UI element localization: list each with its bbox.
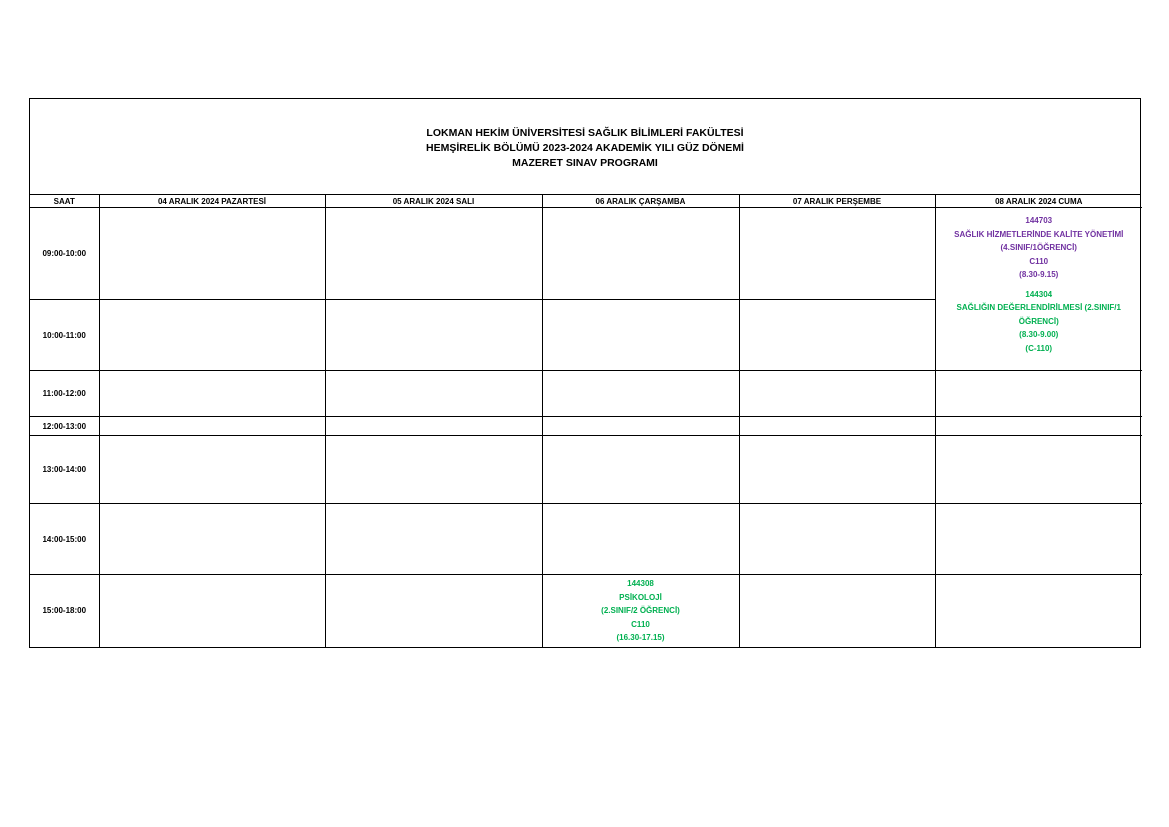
cell-empty xyxy=(99,575,325,647)
exam-time: (8.30-9.00) xyxy=(1019,330,1059,339)
col-header-thursday: 07 ARALIK PERŞEMBE xyxy=(739,195,935,208)
time-slot: 12:00-13:00 xyxy=(30,417,99,436)
cell-empty xyxy=(739,417,935,436)
schedule-table xyxy=(30,195,1142,647)
col-header-wednesday: 06 ARALIK ÇARŞAMBA xyxy=(542,195,739,208)
cell-empty xyxy=(739,504,935,575)
time-slot: 11:00-12:00 xyxy=(30,371,99,417)
cell-empty xyxy=(325,208,542,300)
cell-empty xyxy=(99,436,325,504)
exam-name: SAĞLIK HİZMETLERİNDE KALİTE YÖNETİMİ xyxy=(954,229,1124,239)
cell-empty xyxy=(935,575,1142,647)
exam-name-cont: ÖĞRENCİ) xyxy=(1018,316,1059,326)
col-header-tuesday: 05 ARALIK 2024 SALI xyxy=(325,195,542,208)
cell-empty xyxy=(739,208,935,300)
cell-empty xyxy=(325,417,542,436)
exam-room: C110 xyxy=(1029,256,1049,266)
title-block xyxy=(30,99,1140,195)
table-row xyxy=(30,504,1142,575)
time-slot: 09:00-10:00 xyxy=(30,208,99,300)
cell-empty xyxy=(542,371,739,417)
exam-time: (8.30-9.15) xyxy=(1019,270,1059,279)
exam-room: (C-110) xyxy=(1025,343,1053,353)
table-row xyxy=(30,575,1142,647)
title-department: HEMŞİRELİK BÖLÜMÜ 2023-2024 AKADEMİK YILI GÜZ DÖNEMİ xyxy=(426,142,744,154)
exam-time: (16.30-17.15) xyxy=(616,633,665,642)
title-program: MAZERET SINAV PROGRAMI xyxy=(512,157,658,169)
cell-empty xyxy=(739,371,935,417)
cell-empty xyxy=(99,417,325,436)
exam-name: PSİKOLOJİ xyxy=(619,592,662,602)
time-slot: 10:00-11:00 xyxy=(30,300,99,371)
exam-code: 144308 xyxy=(627,579,654,588)
cell-empty xyxy=(935,417,1142,436)
exam-detail: (2.SINIF/2 ÖĞRENCİ) xyxy=(601,606,680,615)
cell-wednesday-afternoon-exam xyxy=(542,575,739,647)
table-row xyxy=(30,417,1142,436)
exam-code: 144304 xyxy=(1025,289,1053,299)
cell-empty xyxy=(99,371,325,417)
exam-name: SAĞLIĞIN DEĞERLENDİRİLMESİ (2.SINIF/1 xyxy=(956,303,1121,312)
time-slot: 15:00-18:00 xyxy=(30,575,99,647)
exam-entry-kalite xyxy=(936,214,1143,282)
cell-empty xyxy=(739,436,935,504)
cell-empty xyxy=(935,371,1142,417)
cell-empty xyxy=(935,504,1142,575)
exam-detail: (4.SINIF/1ÖĞRENCİ) xyxy=(1000,243,1077,252)
exam-schedule-sheet xyxy=(29,98,1141,648)
cell-empty xyxy=(325,436,542,504)
col-header-friday: 08 ARALIK 2024 CUMA xyxy=(935,195,1142,208)
cell-empty xyxy=(542,436,739,504)
cell-empty xyxy=(325,300,542,371)
title-university: LOKMAN HEKİM ÜNİVERSİTESİ SAĞLIK BİLİMLERİ FAKÜLTESİ xyxy=(426,127,744,139)
cell-empty xyxy=(325,575,542,647)
header-row xyxy=(30,195,1142,208)
cell-empty xyxy=(542,208,739,300)
time-slot: 14:00-15:00 xyxy=(30,504,99,575)
table-row xyxy=(30,436,1142,504)
exam-code: 144703 xyxy=(1025,216,1053,225)
time-slot: 13:00-14:00 xyxy=(30,436,99,504)
cell-empty xyxy=(542,300,739,371)
cell-empty xyxy=(542,504,739,575)
cell-friday-morning-exams xyxy=(935,208,1142,371)
cell-empty xyxy=(739,575,935,647)
cell-empty xyxy=(542,417,739,436)
cell-empty xyxy=(935,436,1142,504)
cell-empty xyxy=(99,504,325,575)
exam-room: C110 xyxy=(631,619,650,629)
exam-entry-saglik-degerlendirme xyxy=(936,288,1143,356)
cell-empty xyxy=(99,208,325,300)
cell-empty xyxy=(739,300,935,371)
cell-empty xyxy=(99,300,325,371)
col-header-monday: 04 ARALIK 2024 PAZARTESİ xyxy=(99,195,325,208)
table-row xyxy=(30,371,1142,417)
cell-empty xyxy=(325,371,542,417)
table-row xyxy=(30,208,1142,300)
cell-empty xyxy=(325,504,542,575)
col-header-time: SAAT xyxy=(30,195,99,208)
